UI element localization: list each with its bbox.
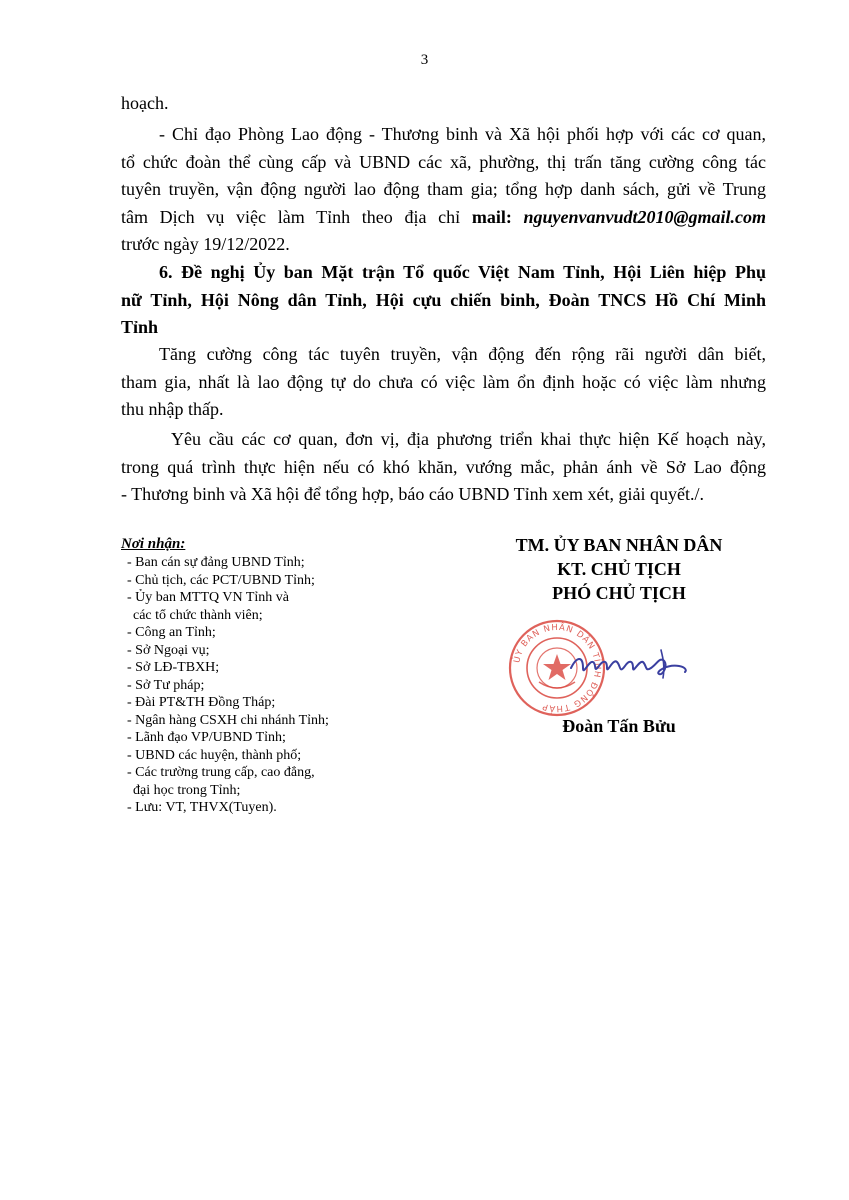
text-line: tổ chức đoàn thể cùng cấp và UBND các xã, phường, thị trấn tăng cường công tác (121, 151, 766, 172)
section-heading-6 (121, 259, 766, 342)
mail-label: mail: (471, 206, 512, 227)
text-line: tuyên truyền, vận động người lao động tham gia; tổng hợp danh sách, gửi về Trung (121, 179, 766, 199)
signature-block (500, 533, 738, 605)
text-line: - Thương binh và Xã hội để tổng hợp, báo cáo UBND Tỉnh xem xét, giải quyết./. (121, 484, 705, 504)
recipient-item: - Chủ tịch, các PCT/UBND Tỉnh; (127, 572, 315, 588)
recipient-item: - Công an Tỉnh; (127, 625, 216, 640)
recipient-item: - Ủy ban MTTQ VN Tỉnh và (127, 590, 290, 605)
paragraph-request (121, 426, 766, 509)
recipient-item: - Sở Ngoại vụ; (127, 642, 210, 658)
recipient-item: - Ban cán sự đảng UBND Tỉnh; (127, 555, 305, 570)
recipient-item: các tổ chức thành viên; (133, 607, 263, 623)
text-line: Yêu cầu các cơ quan, đơn vị, địa phương triển khai thực hiện Kế hoạch này, (171, 429, 766, 449)
text-line: Tăng cường công tác tuyên truyền, vận động đến rộng rãi người dân biết, (159, 344, 766, 364)
recipient-item: - Lãnh đạo VP/UBND Tỉnh; (127, 730, 286, 745)
recipient-item: đại học trong Tỉnh; (133, 782, 241, 798)
page-number: 3 (420, 52, 429, 68)
text-line: trước ngày 19/12/2022. (121, 234, 290, 254)
seal-text: ỦY BAN NHÂN DÂN TỈNH ĐỒNG THÁP (512, 622, 603, 714)
text-line: thu nhập thấp. (121, 399, 224, 419)
recipient-item: - Sở LĐ-TBXH; (127, 660, 220, 675)
handwritten-signature-icon (563, 638, 693, 688)
text-segment: tâm Dịch vụ việc làm Tỉnh theo địa chỉ (121, 206, 472, 227)
recipients-title: Nơi nhận: (121, 536, 186, 552)
paragraph-propaganda (121, 341, 766, 424)
recipient-item: - UBND các huyện, thành phố; (127, 747, 302, 763)
heading-line: 6. Đề nghị Ủy ban Mặt trận Tổ quốc Việt Nam Tỉnh, Hội Liên hiệp Phụ (159, 262, 766, 282)
signature-title-line: TM. ỦY BAN NHÂN DÂN (515, 535, 723, 555)
recipients-list (121, 534, 441, 817)
recipient-item: - Đài PT&TH Đồng Tháp; (127, 695, 276, 710)
text-line: trong quá trình thực hiện nếu có khó khăn, vướng mắc, phản ánh về Sở Lao động (121, 456, 766, 477)
heading-line: Tỉnh (121, 317, 159, 337)
signature-title-line: KT. CHỦ TỊCH (557, 559, 681, 579)
recipient-item: - Các trường trung cấp, cao đẳng, (127, 765, 315, 780)
signature-title-line: PHÓ CHỦ TỊCH (552, 583, 686, 603)
heading-line: nữ Tỉnh, Hội Nông dân Tỉnh, Hội cựu chiến binh, Đoàn TNCS Hồ Chí Minh (121, 289, 766, 310)
email-address[interactable]: nguyenvanvudt2010@gmail.com (523, 206, 767, 227)
text-line: tham gia, nhất là lao động tự do chưa có việc làm ổn định hoặc có việc làm nhưng (121, 371, 766, 392)
recipient-item: - Sở Tư pháp; (127, 677, 205, 693)
signer-name: Đoàn Tấn Bửu (562, 716, 676, 736)
text-line-email (121, 204, 766, 232)
text-line: - Chỉ đạo Phòng Lao động - Thương binh và Xã hội phối hợp với các cơ quan, (159, 124, 766, 144)
paragraph-continuation (121, 90, 766, 118)
paragraph-directive (121, 121, 766, 259)
recipient-item: - Lưu: VT, THVX(Tuyen). (127, 800, 277, 815)
text-line: hoạch. (121, 93, 169, 113)
recipient-item: - Ngân hàng CSXH chi nhánh Tỉnh; (127, 712, 329, 728)
